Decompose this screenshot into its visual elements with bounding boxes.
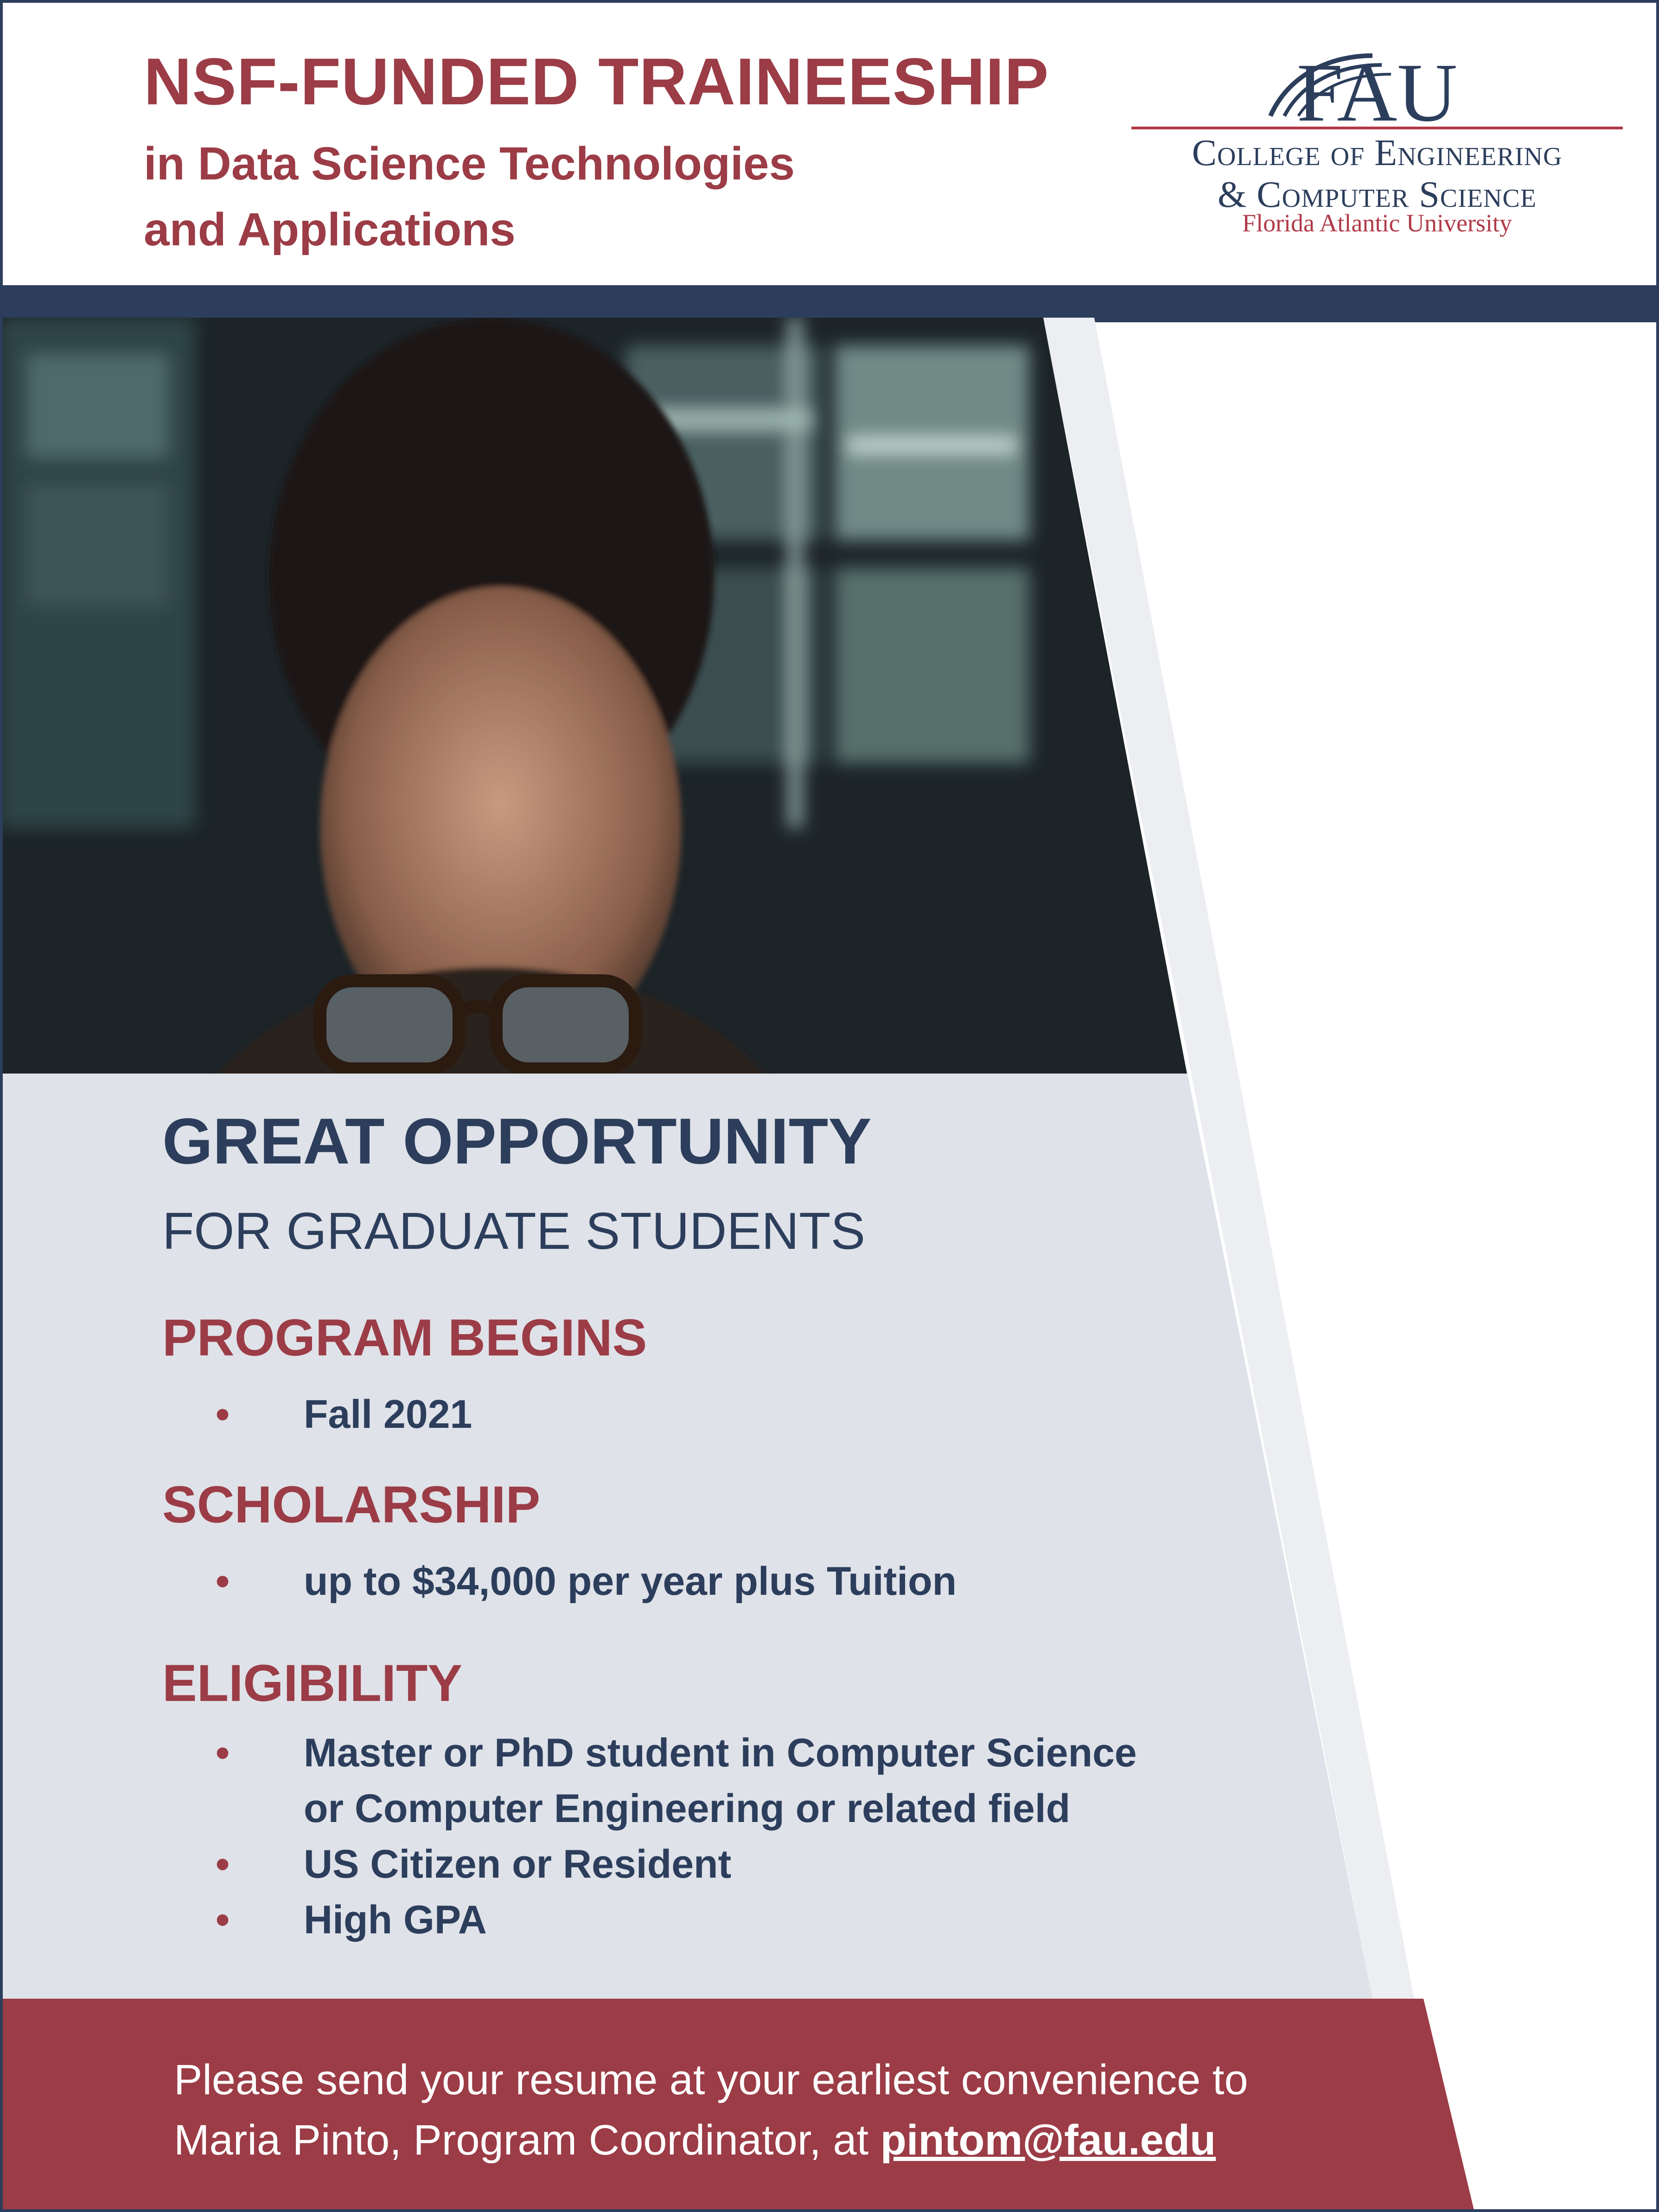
bullet-icon: • xyxy=(216,1898,230,1942)
bullet-icon: • xyxy=(216,1559,230,1604)
contact-text xyxy=(174,2050,1248,2170)
bullet-icon: • xyxy=(216,1392,230,1437)
bullet-icon: • xyxy=(216,1842,230,1886)
program-begins-title: PROGRAM BEGINS xyxy=(162,1309,647,1367)
contact-line-2 xyxy=(174,2110,1248,2170)
logo-mark-text: FAU xyxy=(1296,46,1458,125)
hero-photo xyxy=(0,318,1206,1074)
scholarship-title: SCHOLARSHIP xyxy=(162,1476,541,1534)
list-item-continuation: or Computer Engineering or related field xyxy=(304,1786,1071,1831)
logo-college-line-1: College of Engineering xyxy=(1192,133,1563,173)
scholarship-list xyxy=(162,1554,957,1609)
list-item: • up to $34,000 per year plus Tuition xyxy=(162,1554,957,1609)
contact-line-1: Please send your resume at your earliest convenience to xyxy=(174,2056,1248,2103)
opportunity-subheading: FOR GRADUATE STUDENTS xyxy=(162,1202,866,1260)
page-title: NSF-FUNDED TRAINEESHIP xyxy=(144,45,1049,119)
logo-university-name: Florida Atlantic University xyxy=(1242,209,1512,237)
bullet-icon: • xyxy=(216,1731,230,1775)
eligibility-list xyxy=(162,1725,1137,1948)
list-item: • Fall 2021 xyxy=(162,1387,472,1442)
contact-email-link[interactable]: pintom@fau.edu xyxy=(880,2116,1216,2164)
program-begins-list xyxy=(162,1387,472,1442)
subtitle-line-2: and Applications xyxy=(144,204,516,256)
logo-college-line-2: & Computer Science xyxy=(1218,174,1537,215)
list-item: • High GPA xyxy=(162,1892,1137,1948)
subtitle-line-1: in Data Science Technologies xyxy=(144,138,795,190)
contact-person: Maria Pinto, Program Coordinator, at xyxy=(174,2116,881,2164)
opportunity-heading: GREAT OPPORTUNITY xyxy=(162,1105,872,1177)
list-item: • Master or PhD student in Computer Science xyxy=(162,1725,1137,1781)
list-item: • US Citizen or Resident xyxy=(162,1836,1137,1892)
eligibility-title: ELIGIBILITY xyxy=(162,1654,463,1712)
